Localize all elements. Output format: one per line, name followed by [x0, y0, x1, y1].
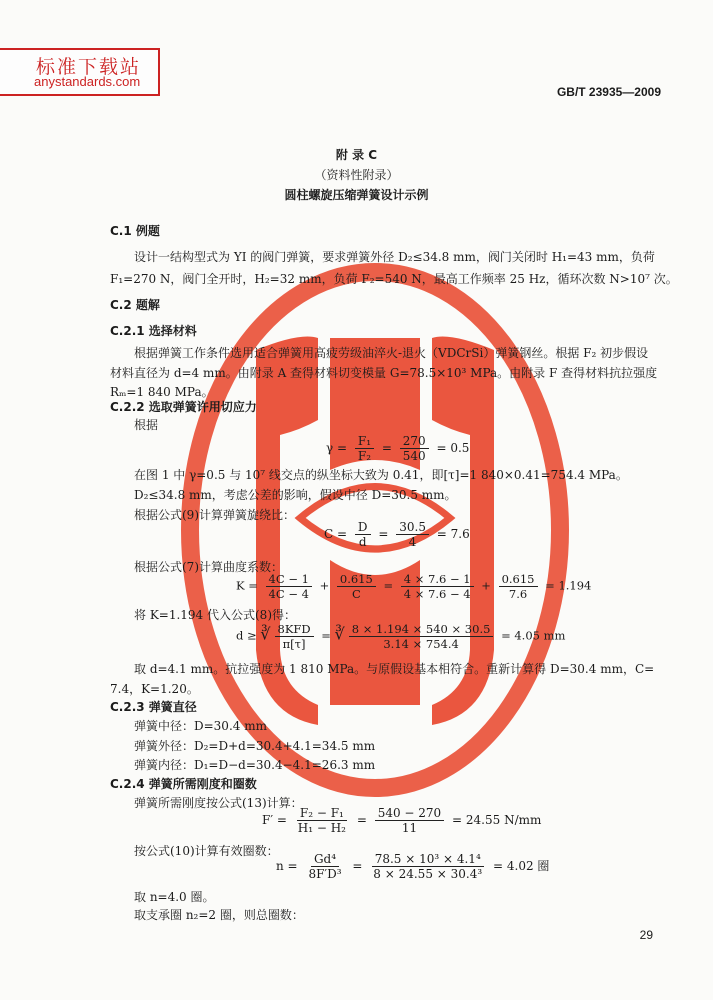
- section-c22-heading: C.2.2 选取弹簧许用切应力: [110, 400, 257, 414]
- appendix-title: 附 录 C: [335, 148, 378, 162]
- curvature-equation: K = $\frac{4C - 1}{4C - 4}$ + $\frac{0.615}{C}$ = $\frac{4 \times 7.6 - 1}{4 \times 7.6 - 4}$ + $\frac{0.615}{7.6}$ = 1.194: [236, 572, 592, 601]
- c22-line-6: 取 d=4.1 mm。抗拉强度为 1 810 MPa。与原假设基本相符合。重新计算得 D=30.4 mm，C=: [134, 662, 655, 676]
- gamma-equation: γ = $\frac{\text{F₁}}{\text{F₂}}$ = $\frac{270}{540}$ = 0.5: [326, 434, 470, 463]
- c24-line-3: 取 n=4.0 圈。: [134, 890, 215, 904]
- section-c23-heading: C.2.3 弹簧直径: [110, 700, 197, 714]
- c23-line-2: 弹簧外径：D₂=D+d=30.4+4.1=34.5 mm: [134, 739, 376, 753]
- active-coils-equation: n = $\frac{\text{Gd⁴}}{\text{8F′D³}}$ = $\frac{\text{78.5 × 10³ × 4.1⁴}}{\text{8 × 24.55 × 30.4³}}$ = 4.02 圈: [276, 852, 550, 881]
- c22-lead: 根据: [134, 418, 159, 432]
- wire-diameter-equation: d ≥ ∛ $\frac{\text{8KFD}}{\pi[\tau]}$ = ∛ $\frac{8 \times 1.194 \times 540 \times 30.5}{3.14 \times 754.4}$ = 4.05 mm: [236, 622, 566, 651]
- stiffness-equation: F′ = $\frac{\text{F₂ − F₁}}{\text{H₁ − H₂}}$ = $\frac{540 - 270}{11}$ = 24.55 N/mm: [262, 806, 542, 835]
- c22-line-3: 根据公式(9)计算弹簧旋绕比：: [134, 508, 295, 522]
- c22-line-1: 在图 1 中 γ=0.5 与 10⁷ 线交点的纵坐标大致为 0.41，即[τ]=1 840×0.41=754.4 MPa。: [134, 468, 628, 482]
- stamp-url: anystandards.com: [34, 74, 141, 89]
- spring-index-equation: C = $\frac{D}{d}$ = $\frac{30.5}{4}$ = 7.6: [324, 520, 470, 549]
- stamp-title: 标准下载站: [36, 56, 142, 78]
- c22-line-5: 将 K=1.194 代入公式(8)得：: [134, 608, 297, 622]
- c24-line-4: 取支承圈 n₂=2 圈，则总圈数：: [134, 908, 304, 922]
- page-number: 29: [639, 928, 653, 942]
- appendix-name: 圆柱螺旋压缩弹簧设计示例: [284, 188, 429, 202]
- section-c2-heading: C.2 题解: [110, 298, 160, 312]
- c23-line-1: 弹簧中径：D=30.4 mm: [134, 719, 267, 733]
- section-c21-heading: C.2.1 选择材料: [110, 324, 197, 338]
- c21-line-1: 根据弹簧工作条件选用适合弹簧用高疲劳级油淬火-退火（VDCrSi）弹簧钢丝。根据 F₂ 初步假设: [134, 346, 649, 360]
- site-stamp: [0, 48, 160, 96]
- c22-line-7: 7.4，K=1.20。: [110, 682, 199, 696]
- c24-line-1: 弹簧所需刚度按公式(13)计算：: [134, 796, 303, 810]
- section-c1-heading: C.1 例题: [110, 224, 160, 238]
- section-c24-heading: C.2.4 弹簧所需刚度和圈数: [110, 777, 257, 791]
- c22-line-4: 根据公式(7)计算曲度系数：: [134, 560, 283, 574]
- standard-number: GB/T 23935—2009: [556, 85, 661, 99]
- c23-line-3: 弹簧内径：D₁=D−d=30.4−4.1=26.3 mm: [134, 758, 376, 772]
- c1-line-1: 设计一结构型式为 YⅠ 的阀门弹簧，要求弹簧外径 D₂≤34.8 mm，阀门关闭时 H₁=43 mm，负荷: [134, 250, 655, 264]
- c24-line-2: 按公式(10)计算有效圈数：: [134, 844, 279, 858]
- c21-line-3: Rₘ=1 840 MPa。: [110, 385, 214, 399]
- c1-line-2: F₁=270 N，阀门全开时，H₂=32 mm，负荷 F₂=540 N，最高工作频率 25 Hz，循环次数 N>10⁷ 次。: [110, 272, 678, 286]
- appendix-nature: （资料性附录）: [314, 168, 399, 182]
- c22-line-2: D₂≤34.8 mm，考虑公差的影响，假设中径 D=30.5 mm。: [134, 488, 457, 502]
- c21-line-2: 材料直径为 d=4 mm。由附录 A 查得材料切变模量 G=78.5×10³ MPa。由附录 F 查得材料抗拉强度: [110, 366, 658, 380]
